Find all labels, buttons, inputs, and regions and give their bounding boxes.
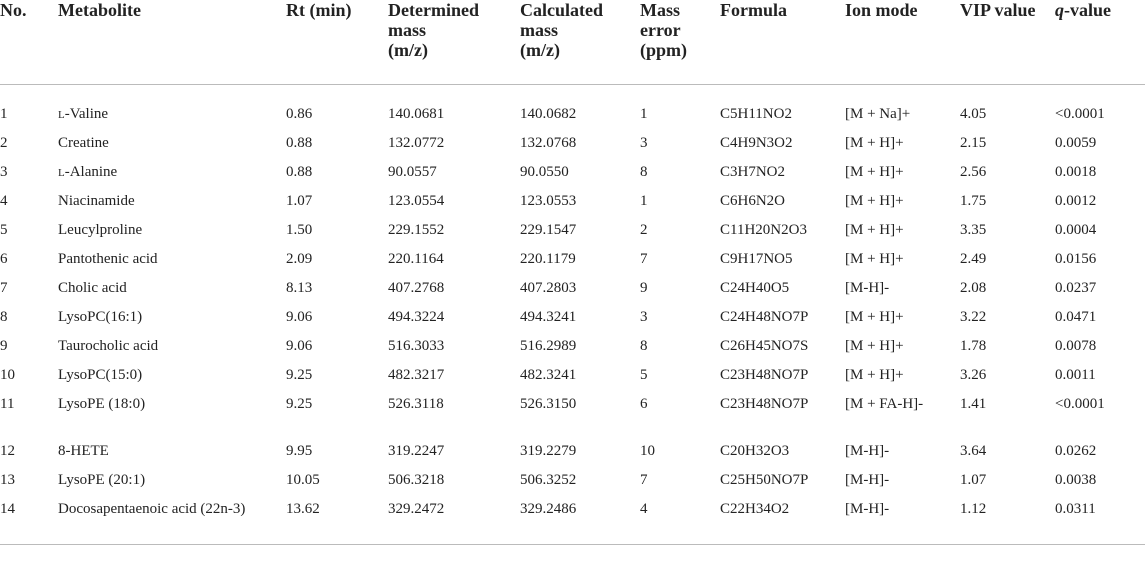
cell-no: 11 [0,396,15,412]
cell-calculated-mass: 494.3241 [520,309,577,325]
cell-q-value: <0.0001 [1055,396,1105,412]
metabolite-name: -Alanine [64,164,118,180]
header-metabolite: Metabolite [58,0,286,85]
cell-mass-error: 7 [640,472,648,488]
table-row [0,435,1145,464]
cell-determined-mass: 229.1552 [388,222,445,238]
cell-q-value: 0.0018 [1055,164,1097,180]
cell-determined-mass: 482.3217 [388,367,445,383]
cell-formula: C5H11NO2 [720,106,792,122]
cell-determined-mass: 329.2472 [388,493,520,545]
cell-metabolite: Taurocholic acid [58,338,159,354]
cell-formula: C3H7NO2 [720,164,786,180]
table-row [0,301,1145,330]
cell-rt: 1.50 [286,222,313,238]
cell-rt: 9.95 [286,443,313,459]
cell-q-value: 0.0038 [1055,472,1097,488]
cell-formula: C22H34O2 [720,493,845,545]
cell-q-value: 0.0156 [1055,251,1097,267]
cell-no: 2 [0,135,8,151]
cell-mass-error: 6 [640,396,648,412]
cell-formula: C23H48NO7P [720,396,809,412]
cell-mass-error: 8 [640,164,648,180]
cell-no: 7 [0,280,8,296]
cell-calculated-mass: 90.0550 [520,164,569,180]
table-row [0,272,1145,301]
cell-vip: 1.78 [960,338,987,354]
cell-metabolite: Pantothenic acid [58,251,158,267]
table-row [0,127,1145,156]
cell-rt: 0.86 [286,106,313,122]
cell-ion-mode: [M-H]- [845,280,890,296]
cell-vip: 1.12 [960,493,1055,545]
header-mass-error: Mass error (ppm) [640,0,720,85]
metabolite-name: -Valine [64,106,109,122]
header-row [0,0,1145,85]
cell-no: 5 [0,222,8,238]
cell-formula: C4H9N3O2 [720,135,793,151]
cell-mass-error: 7 [640,251,648,267]
cell-mass-error: 10 [640,443,655,459]
cell-vip: 3.64 [960,443,987,459]
cell-determined-mass: 90.0557 [388,164,437,180]
cell-rt: 8.13 [286,280,313,296]
cell-ion-mode: [M + FA-H]- [845,396,924,412]
cell-metabolite: Cholic acid [58,280,127,296]
cell-rt: 9.25 [286,367,313,383]
cell-formula: C20H32O3 [720,443,790,459]
cell-determined-mass: 407.2768 [388,280,445,296]
cell-no: 12 [0,443,15,459]
cell-rt: 9.25 [286,396,313,412]
cell-q-value: 0.0237 [1055,280,1097,296]
cell-no: 13 [0,472,15,488]
cell-mass-error: 2 [640,222,648,238]
cell-calculated-mass: 482.3241 [520,367,577,383]
cell-rt: 1.07 [286,193,313,209]
table-row [0,185,1145,214]
cell-mass-error: 3 [640,135,648,151]
table-header [0,0,1145,85]
cell-ion-mode: [M + H]+ [845,367,904,383]
cell-calculated-mass: 319.2279 [520,443,577,459]
cell-no: 10 [0,367,15,383]
cell-metabolite: Docosapentaenoic acid (22n-3) [58,493,286,545]
cell-metabolite: LysoPE (18:0) [58,396,146,412]
cell-determined-mass: 220.1164 [388,251,444,267]
cell-metabolite [58,156,286,185]
table-row [0,359,1145,388]
stereo-prefix: l [58,106,65,122]
cell-calculated-mass: 506.3252 [520,472,577,488]
cell-formula: C9H17NO5 [720,251,793,267]
cell-rt: 13.62 [286,493,388,545]
cell-mass-error: 3 [640,309,648,325]
cell-ion-mode: [M + Na]+ [845,106,911,122]
cell-metabolite: LysoPC(15:0) [58,367,143,383]
stereo-prefix: l [58,164,65,180]
cell-q-value: 0.0078 [1055,338,1097,354]
table-body [0,85,1145,545]
cell-vip: 1.07 [960,472,987,488]
cell-ion-mode: [M + H]+ [845,251,904,267]
cell-rt: 0.88 [286,164,313,180]
cell-ion-mode: [M-H]- [845,472,890,488]
cell-mass-error: 9 [640,280,648,296]
header-q-value: q-value [1055,0,1145,85]
cell-determined-mass: 506.3218 [388,472,445,488]
cell-ion-mode: [M-H]- [845,443,890,459]
cell-calculated-mass: 329.2486 [520,493,640,545]
cell-mass-error: 5 [640,367,648,383]
cell-determined-mass: 526.3118 [388,396,444,412]
cell-metabolite [58,85,286,128]
cell-vip: 4.05 [960,106,987,122]
header-formula: Formula [720,0,845,85]
cell-vip: 3.35 [960,222,987,238]
cell-vip: 3.26 [960,367,987,383]
cell-ion-mode: [M + H]+ [845,164,904,180]
cell-rt: 2.09 [286,251,313,267]
cell-q-value: 0.0059 [1055,135,1097,151]
cell-metabolite: LysoPC(16:1) [58,309,143,325]
cell-formula: C23H48NO7P [720,367,809,383]
cell-ion-mode: [M + H]+ [845,193,904,209]
cell-ion-mode: [M + H]+ [845,135,904,151]
cell-rt: 10.05 [286,472,320,488]
header-ion-mode: Ion mode [845,0,960,85]
header-no: No. [0,0,58,85]
table-row [0,156,1145,185]
table-row [0,214,1145,243]
cell-vip: 2.49 [960,251,987,267]
cell-q-value: 0.0011 [1055,367,1096,383]
cell-determined-mass: 319.2247 [388,443,445,459]
cell-calculated-mass: 123.0553 [520,193,577,209]
table-row [0,388,1145,435]
table-row [0,85,1145,128]
cell-metabolite: LysoPE (20:1) [58,472,146,488]
cell-no: 9 [0,338,8,354]
cell-no: 1 [0,106,8,122]
cell-mass-error: 8 [640,338,648,354]
cell-vip: 3.22 [960,309,987,325]
cell-formula: C24H40O5 [720,280,790,296]
cell-rt: 0.88 [286,135,313,151]
cell-calculated-mass: 407.2803 [520,280,577,296]
cell-formula: C6H6N2O [720,193,786,209]
cell-calculated-mass: 132.0768 [520,135,577,151]
table-row [0,243,1145,272]
cell-mass-error: 1 [640,193,648,209]
cell-calculated-mass: 140.0682 [520,106,577,122]
cell-metabolite: 8-HETE [58,443,109,459]
cell-determined-mass: 140.0681 [388,106,445,122]
cell-mass-error: 1 [640,106,648,122]
cell-no: 3 [0,164,8,180]
cell-determined-mass: 132.0772 [388,135,445,151]
cell-rt: 9.06 [286,338,313,354]
header-rt: Rt (min) [286,0,388,85]
cell-calculated-mass: 526.3150 [520,396,577,412]
cell-determined-mass: 123.0554 [388,193,445,209]
table-row [0,464,1145,493]
cell-q-value: 0.0311 [1055,493,1145,545]
cell-rt: 9.06 [286,309,313,325]
cell-calculated-mass: 516.2989 [520,338,577,354]
cell-calculated-mass: 220.1179 [520,251,576,267]
cell-formula: C26H45NO7S [720,338,809,354]
header-calculated-mass: Calculated mass (m/z) [520,0,640,85]
cell-metabolite: Creatine [58,135,109,151]
cell-ion-mode: [M-H]- [845,493,960,545]
cell-ion-mode: [M + H]+ [845,309,904,325]
cell-ion-mode: [M + H]+ [845,338,904,354]
table-row [0,330,1145,359]
cell-metabolite: Leucylproline [58,222,143,238]
cell-metabolite: Niacinamide [58,193,135,209]
cell-formula: C25H50NO7P [720,472,809,488]
cell-vip: 2.15 [960,135,987,151]
cell-ion-mode: [M + H]+ [845,222,904,238]
cell-determined-mass: 494.3224 [388,309,445,325]
cell-no: 6 [0,251,8,267]
cell-calculated-mass: 229.1547 [520,222,577,238]
cell-q-value: 0.0262 [1055,443,1097,459]
header-determined-mass: Determined mass (m/z) [388,0,520,85]
cell-vip: 1.41 [960,396,987,412]
cell-no: 8 [0,309,8,325]
cell-formula: C11H20N2O3 [720,222,807,238]
cell-no: 4 [0,193,8,209]
cell-no: 14 [0,493,58,545]
cell-determined-mass: 516.3033 [388,338,445,354]
cell-vip: 2.08 [960,280,987,296]
header-vip: VIP value [960,0,1055,85]
cell-q-value: 0.0012 [1055,193,1097,209]
cell-q-value: 0.0471 [1055,309,1097,325]
cell-q-value: <0.0001 [1055,106,1105,122]
cell-vip: 1.75 [960,193,987,209]
cell-q-value: 0.0004 [1055,222,1097,238]
cell-vip: 2.56 [960,164,987,180]
table-row [0,493,1145,545]
cell-mass-error: 4 [640,493,720,545]
cell-formula: C24H48NO7P [720,309,809,325]
